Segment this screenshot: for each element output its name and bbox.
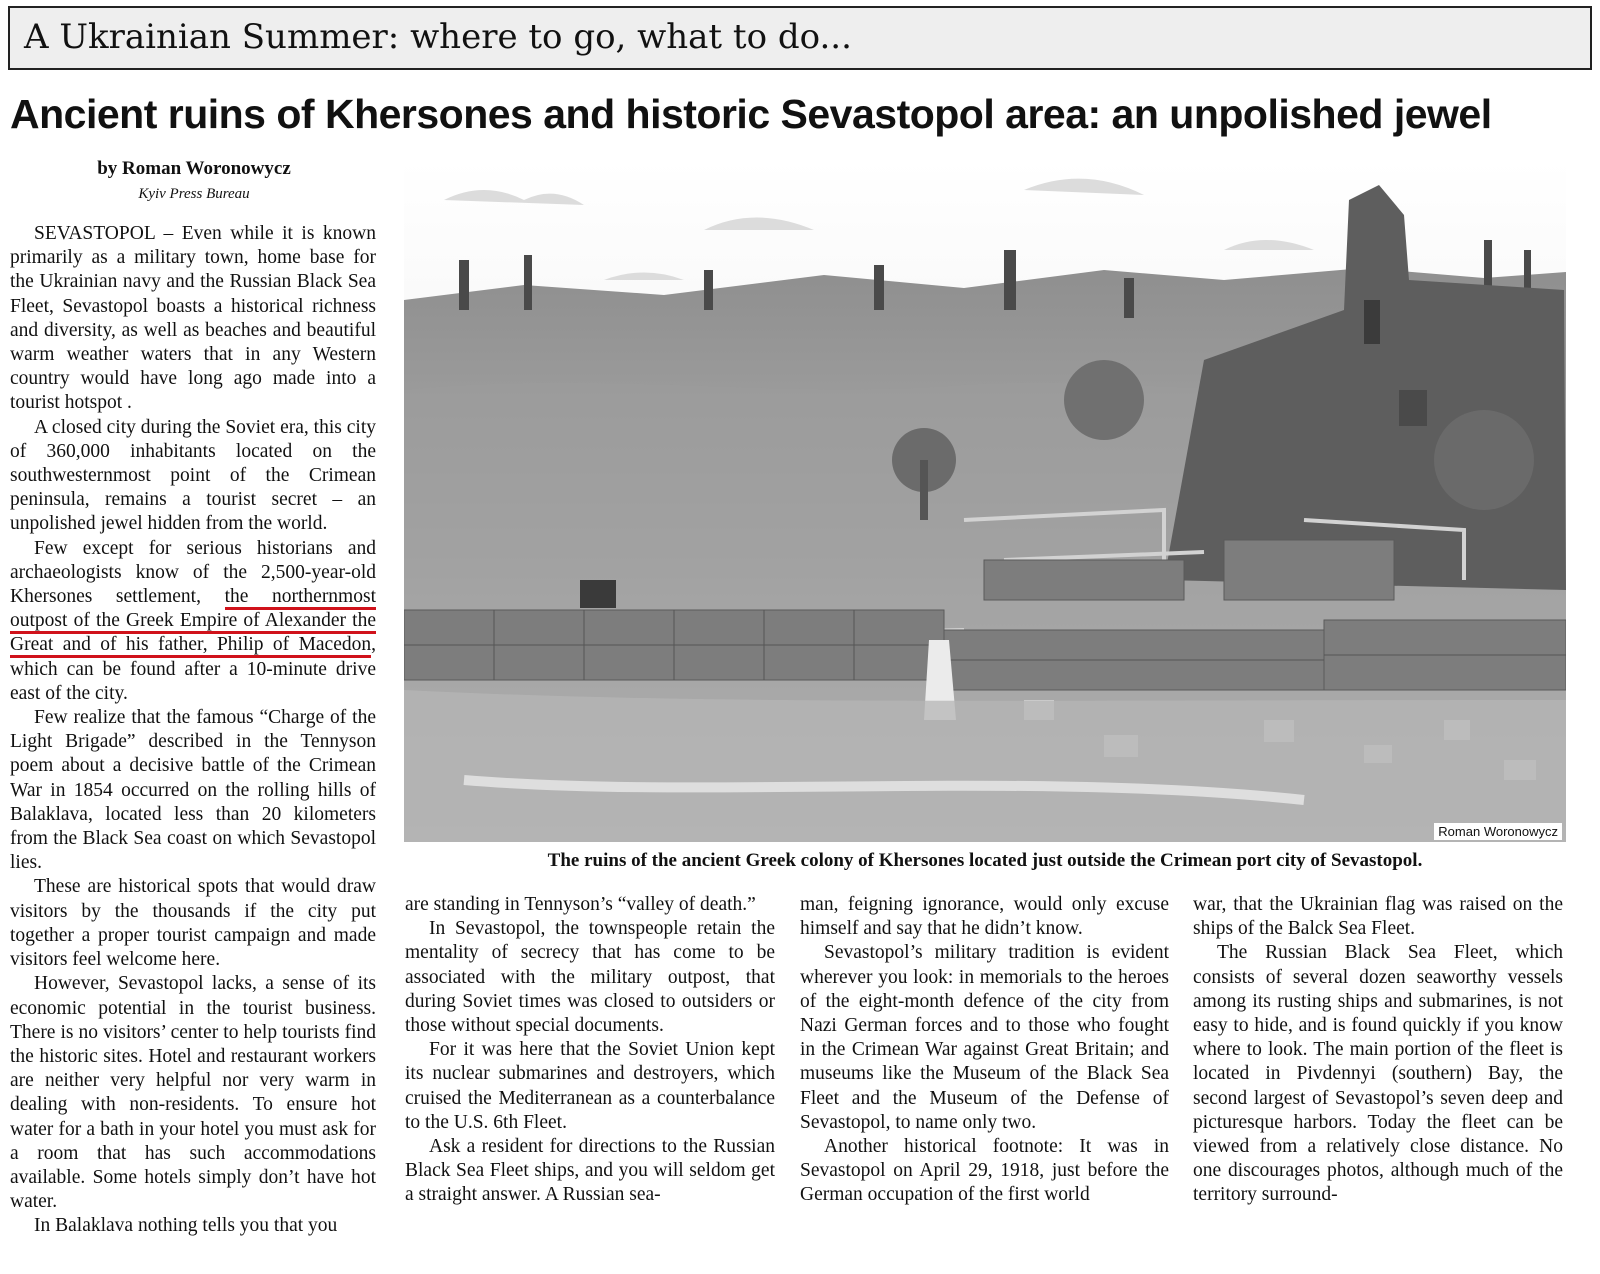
article-paragraph: In Sevastopol, the townspeople retain the mentality of secrecy that has come to be associated with the military outpost, that during Soviet times was closed to outsiders or those without special documents. — [405, 918, 775, 1037]
article-paragraph: Few realize that the famous “Charge of the Light Brigade” described in the Tennyson poem about a decisive battle of the Crimean War in 1854 occurred on the rolling hills of Balaklava, located less than 20 kilometers from the Black Sea coast on which Sevastopol lies. — [10, 707, 376, 874]
article-paragraph: For it was here that the Soviet Union kept its nuclear submarines and destroyers, which cruised the Mediterranean as a counterbalance to the U.S. 6th Fleet. — [405, 1039, 775, 1133]
article-paragraph: However, Sevastopol lacks, a sense of its economic potential in the tourist business. There is no visitors’ center to help tourists find the historic sites. Hotel and restaurant workers are neither very helpful nor very warm in dealing with non-residents. To ensure hot water for a bath in your hotel you must ask for a room that has such accommodations available. Some hotels simply don’t have hot water. — [10, 973, 376, 1213]
article-paragraph-continued: man, feigning ignorance, would only excuse himself and say that he didn’t know. — [800, 894, 1169, 940]
article-paragraph: Sevastopol’s military tradition is evident wherever you look: in memorials to the heroes of the eight-month defence of the city from Nazi German forces and to those who fought in the Crimean War against Great Britain; and museums like the Museum of the Black Sea Fleet and the Museum of the Defense of Sevastopol, to name only two. — [800, 942, 1169, 1133]
byline-author: by Roman Woronowycz — [97, 158, 291, 179]
article-column-1 — [10, 222, 376, 1239]
article-photo — [404, 160, 1566, 842]
article-paragraph — [10, 537, 376, 706]
article-paragraph: Ask a resident for directions to the Russian Black Sea Fleet ships, and you will seldom get a straight answer. A Russian sea- — [405, 1136, 775, 1206]
article-paragraph-continued: are standing in Tennyson’s “valley of death.” — [405, 894, 756, 915]
article-paragraph: SEVASTOPOL – Even while it is known primarily as a military town, home base for the Ukrainian navy and the Russian Black Sea Fleet, Sevastopol boasts a historical richness and diversity, as well as beaches and beautiful warm weather waters that in any Western country would have long ago made into a tourist hotspot . — [10, 223, 376, 414]
paragraph-text: , which can be found after a 10-minute drive east of the city. — [10, 634, 376, 704]
article-column-4 — [1193, 893, 1563, 1208]
photo-credit: Roman Woronowycz — [1434, 823, 1562, 840]
article-paragraph: These are historical spots that would draw visitors by the thousands if the city put together a proper tourist campaign and made visitors feel welcome here. — [10, 876, 376, 971]
section-title: A Ukrainian Summer: where to go, what to do... — [24, 17, 852, 57]
paragraph-text: Few except for serious historians and archaeologists know of the 2,500-year-old Khersones settlement, — [10, 537, 376, 608]
article-paragraph: Another historical footnote: It was in Sevastopol on April 29, 1918, just before the German occupation of the first world — [800, 1136, 1169, 1206]
photo-caption: The ruins of the ancient Greek colony of Khersones located just outside the Crimean port city of Sevastopol. — [547, 850, 1423, 871]
byline — [10, 158, 378, 203]
section-banner — [8, 6, 1592, 70]
article-paragraph: In Balaklava nothing tells you that you — [34, 1215, 338, 1237]
article-paragraph: A closed city during the Soviet era, this city of 360,000 inhabitants located on the southwesternmost point of the Crimean peninsula, remains a tourist secret – an unpolished jewel hidden from the world. — [10, 416, 376, 535]
article-paragraph: The Russian Black Sea Fleet, which consists of several dozen seaworthy vessels among its rusting ships and submarines, is not easy to hide, and is found quickly if you know where to look. The main portion of the fleet is located in Pivdennyi (southern) Bay, the second largest of Sevastopol’s seven deep and picturesque harbors. Today the fleet can be viewed from a relatively close distance. No one discourages photos, although much of the territory surround- — [1193, 942, 1563, 1206]
article-headline: Ancient ruins of Khersones and historic Sevastopol area: an unpolished jewel — [10, 91, 1492, 137]
article-column-2 — [405, 893, 775, 1208]
byline-bureau: Kyiv Press Bureau — [138, 186, 250, 202]
article-paragraph-continued: war, that the Ukrainian flag was raised on the ships of the Balck Sea Fleet. — [1193, 894, 1563, 940]
highlighted-text: the northernmost outpost of the Greek Empire of Alexander the Great and of his father, Philip of Macedon — [10, 586, 376, 658]
ruins-photo-illustration — [404, 160, 1566, 842]
article-column-3 — [800, 893, 1169, 1208]
